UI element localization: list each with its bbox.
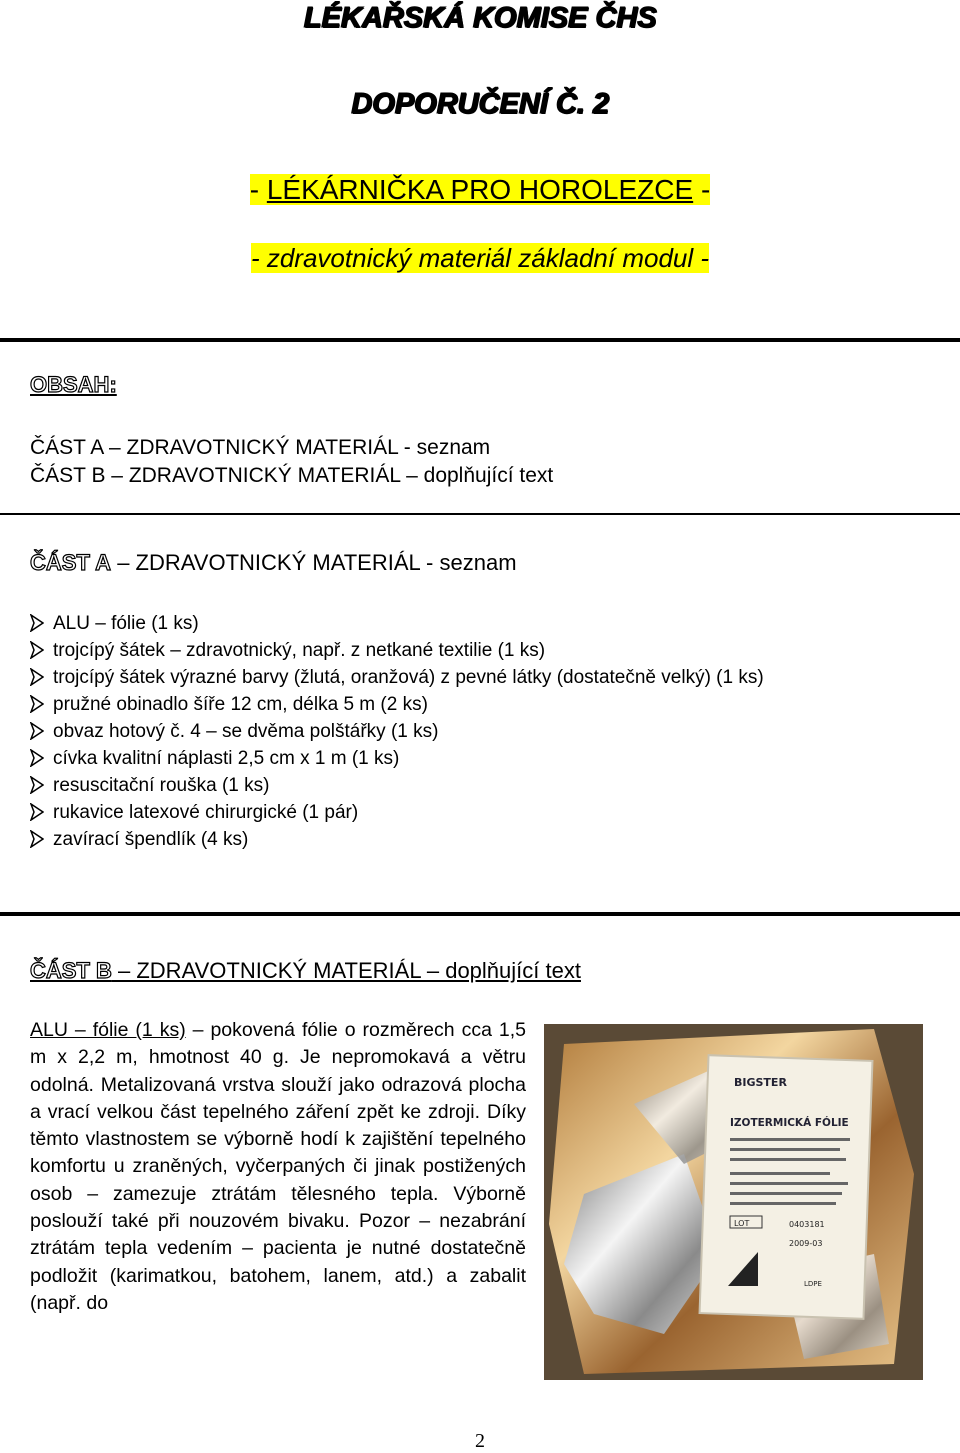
list-item: ALU – fólie (1 ks) (0, 610, 900, 637)
arrow-bullet-icon (30, 641, 44, 659)
arrow-bullet-icon (30, 830, 44, 848)
list-item: trojcípý šátek – zdravotnický, např. z netkané textilie (1 ks) (0, 637, 900, 664)
section-divider (0, 338, 960, 342)
section-divider (0, 513, 960, 515)
contents-line-b: ČÁST B – ZDRAVOTNICKÝ MATERIÁL – doplňující text (30, 464, 554, 487)
module-subtitle: - zdravotnický materiál základní modul - (250, 243, 710, 273)
arrow-bullet-icon (30, 776, 44, 794)
page-number: 2 (475, 1430, 485, 1452)
part-a-heading: ČÁST A – ZDRAVOTNICKÝ MATERIÁL - seznam (30, 550, 517, 575)
document-number: DOPORUČENÍ Č. 2 (351, 88, 609, 120)
svg-text:LDPE: LDPE (804, 1280, 822, 1288)
arrow-bullet-icon (30, 614, 44, 632)
kit-subtitle: - LÉKÁRNIČKA PRO HOROLEZCE - (249, 174, 711, 205)
part-b-heading: ČÁST B – ZDRAVOTNICKÝ MATERIÁL – doplňující text (30, 958, 581, 983)
list-item: obvaz hotový č. 4 – se dvěma polštářky (1 ks) (0, 718, 900, 745)
foil-package-illustration (544, 1024, 923, 1380)
contents-heading: OBSAH: (30, 372, 117, 397)
contents-list (30, 434, 553, 490)
alu-foil-lead: ALU – fólie (1 ks) (30, 1019, 186, 1041)
arrow-bullet-icon (30, 668, 44, 686)
section-divider (0, 912, 960, 916)
svg-text:BIGSTER: BIGSTER (734, 1076, 787, 1089)
svg-text:IZOTERMICKÁ FÓLIE: IZOTERMICKÁ FÓLIE (730, 1117, 849, 1129)
svg-text:LOT: LOT (734, 1219, 750, 1228)
contents-line-a: ČÁST A – ZDRAVOTNICKÝ MATERIÁL - seznam (30, 436, 491, 459)
arrow-bullet-icon (30, 722, 44, 740)
arrow-bullet-icon (30, 749, 44, 767)
svg-text:2009-03: 2009-03 (789, 1239, 823, 1248)
list-item: rukavice latexové chirurgické (1 pár) (0, 799, 900, 826)
svg-text:0403181: 0403181 (789, 1220, 825, 1229)
alu-foil-text: – pokovená fólie o rozměrech cca 1,5 m x 2,2 m, hmotnost 40 g. Je nepromokavá a větru odolná. Metalizovaná vrstva slouží jako odrazová plocha a vrací velkou část tepelného záření zpět ke zdroji. Díky těmto vlastnostem se výborně hodí k zajištění tepelného komfortu u zraněných, vyčerpaných či jinak postižených osob – zamezuje ztrátám tělesného tepla. Výborně poslouží také při nouzovém bivaku. Pozor – nezabrání ztrátám tepla vedením – pacienta je nutné dostatečně podložit (karimatkou, batohem, lanem, atd.) a zabalit (např. do (30, 1019, 526, 1314)
list-item: pružné obinadlo šíře 12 cm, délka 5 m (2 ks) (0, 691, 900, 718)
arrow-bullet-icon (30, 803, 44, 821)
list-item: zavírací špendlík (4 ks) (0, 826, 900, 853)
commission-title: LÉKAŘSKÁ KOMISE ČHS (303, 2, 657, 34)
list-item: resuscitační rouška (1 ks) (0, 772, 900, 799)
alu-foil-description (30, 1017, 526, 1317)
list-item: trojcípý šátek výrazné barvy (žlutá, oranžová) z pevné látky (dostatečně velký) (1 ks) (0, 664, 900, 691)
list-item: cívka kvalitní náplasti 2,5 cm x 1 m (1 ks) (0, 745, 900, 772)
alu-foil-photo (544, 1024, 923, 1380)
part-a-item-list (0, 610, 900, 853)
arrow-bullet-icon (30, 695, 44, 713)
